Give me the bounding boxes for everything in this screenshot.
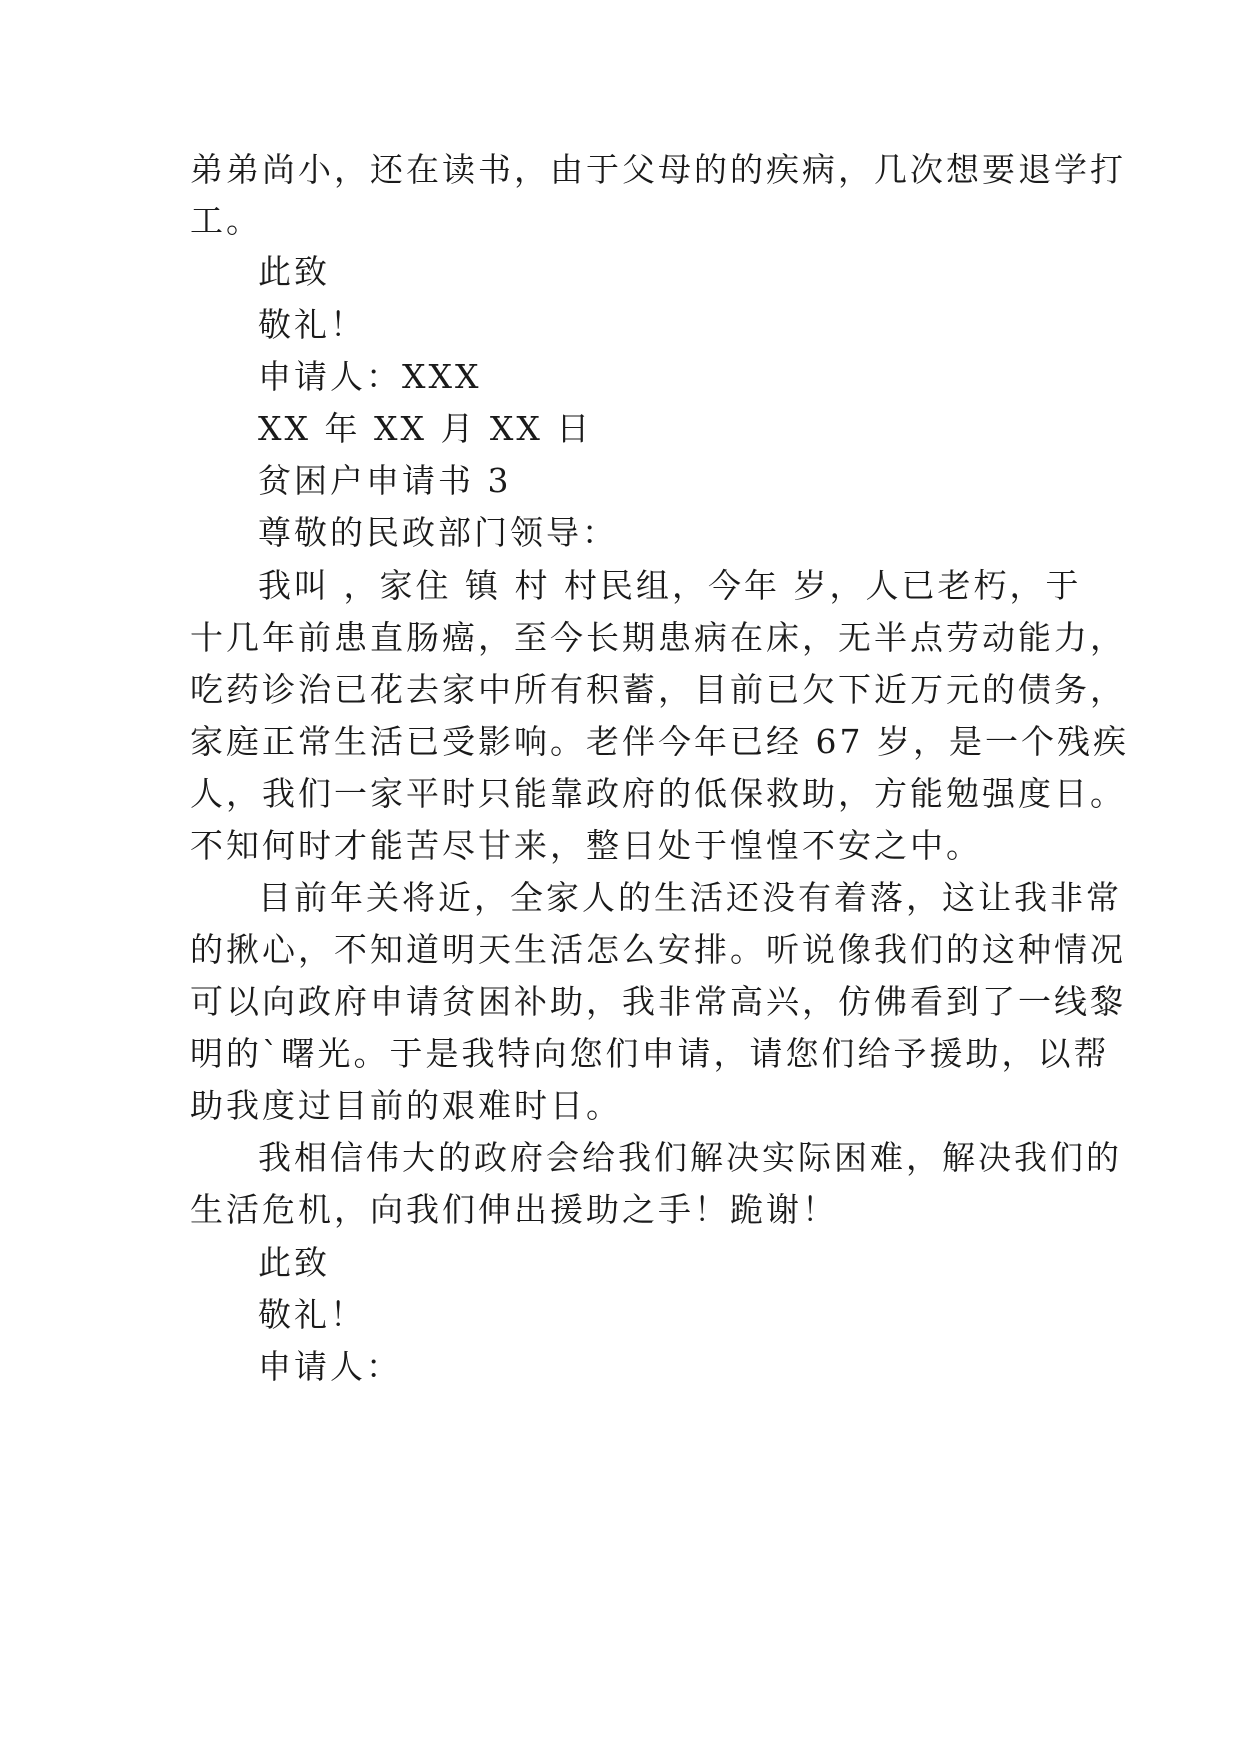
applicant-signature: 申请人：: [258, 1347, 402, 1386]
date-line: XX 年 XX 月 XX 日: [258, 409, 593, 448]
body-text-line: 我相信伟大的政府会给我们解决实际困难，解决我们的: [258, 1138, 1122, 1177]
body-text-line: 吃药诊治已花去家中所有积蓄，目前已欠下近万元的债务，: [190, 670, 1126, 709]
body-text-line: 可以向政府申请贫困补助，我非常高兴，仿佛看到了一线黎: [190, 982, 1126, 1021]
body-text-line: 助我度过目前的艰难时日。: [190, 1086, 622, 1125]
body-text-line: 十几年前患直肠癌，至今长期患病在床，无半点劳动能力，: [190, 618, 1126, 657]
body-text-line: 弟弟尚小，还在读书，由于父母的的疾病，几次想要退学打: [190, 150, 1126, 189]
section-title: 贫困户申请书 3: [258, 461, 512, 500]
closing-salutation: 此致: [258, 1243, 330, 1282]
body-text-line: 不知何时才能苦尽甘来，整日处于惶惶不安之中。: [190, 826, 982, 865]
body-text-line: 的揪心，不知道明天生活怎么安排。听说像我们的这种情况: [190, 930, 1126, 969]
greeting: 尊敬的民政部门领导：: [258, 513, 618, 552]
body-text-line: 家庭正常生活已受影响。老伴今年已经 67 岁，是一个残疾: [190, 722, 1129, 761]
closing-salutation: 此致: [258, 252, 330, 291]
body-text-line: 生活危机，向我们伸出援助之手！跪谢！: [190, 1190, 838, 1229]
body-text-line: 我叫 ，家住 镇 村 村民组，今年 岁，人已老朽，于: [258, 566, 1082, 605]
body-text-line: 人，我们一家平时只能靠政府的低保救助，方能勉强度日。: [190, 774, 1126, 813]
body-text-line: 工。: [190, 201, 262, 240]
applicant-signature: 申请人：XXX: [258, 357, 482, 396]
body-text-line: 明的`曙光。于是我特向您们申请，请您们给予援助，以帮: [190, 1034, 1110, 1073]
closing-regards: 敬礼！: [258, 1295, 366, 1334]
closing-regards: 敬礼！: [258, 305, 366, 344]
body-text-line: 目前年关将近，全家人的生活还没有着落，这让我非常: [258, 878, 1122, 917]
